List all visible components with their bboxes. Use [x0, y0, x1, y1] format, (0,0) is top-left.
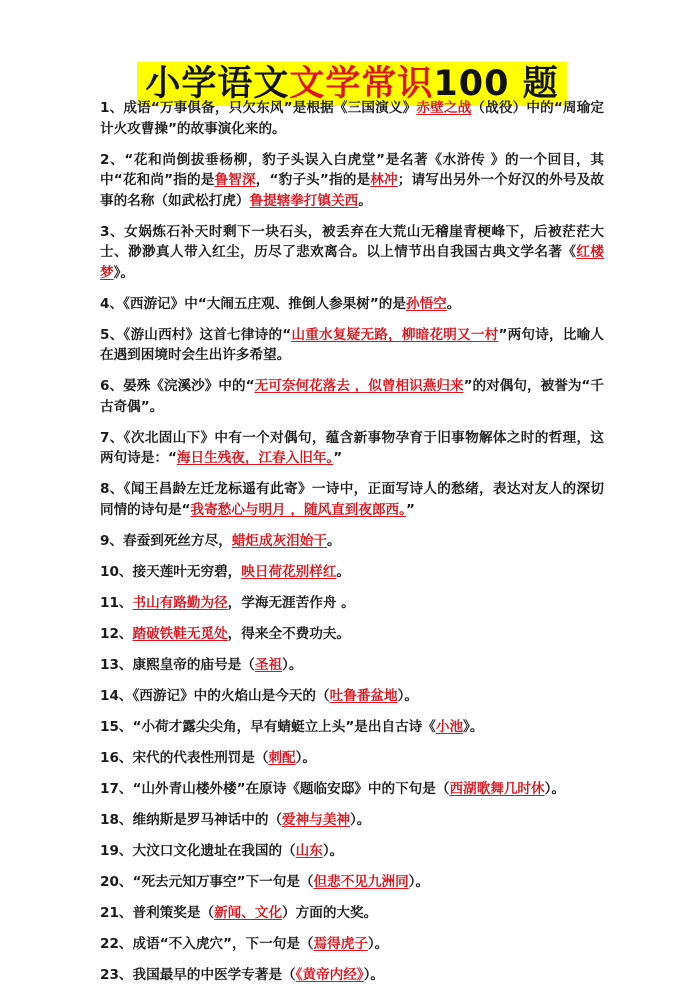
answer-text: 刺配: [268, 750, 295, 766]
question-item: [100, 593, 604, 614]
question-text: ）。: [364, 967, 384, 983]
question-text: ，学海无涯苦作舟 。: [228, 595, 355, 611]
question-item: [100, 655, 604, 676]
question-item: [100, 624, 604, 645]
question-text: 11、: [100, 595, 133, 611]
answer-text: 踏破铁鞋无觅处: [133, 626, 228, 642]
question-text: ）。: [398, 688, 418, 704]
question-item: [100, 841, 604, 862]
answer-text: 我寄愁心与明月 ，随风直到夜郎西。: [191, 502, 406, 518]
question-text: 》。: [463, 719, 483, 735]
question-list: [100, 98, 604, 985]
title-part-2: 文学常识: [289, 64, 433, 104]
question-text: ）。: [409, 874, 429, 890]
question-item: [100, 150, 604, 212]
question-text: 22、成语“不入虎穴”，下一句是（: [100, 936, 314, 952]
question-text: ；请写出另外一个好汉的外号及故事的名称（如武松打虎）: [100, 172, 604, 209]
question-text: 。: [336, 564, 350, 580]
answer-text: 爱神与美神: [282, 812, 350, 828]
question-text: 10、接天莲叶无穷碧，: [100, 564, 241, 580]
answer-text: 林冲: [370, 172, 398, 188]
answer-text: 孙悟空: [406, 296, 447, 312]
question-text: 》。: [114, 265, 134, 281]
title-part-1: 小学语文: [145, 64, 289, 104]
question-text: 14、《西游记》中的火焰山是今天的（: [100, 688, 330, 704]
question-text: ）。: [350, 812, 370, 828]
question-text: 20、“死去元知万事空”下一句是（: [100, 874, 314, 890]
question-text: ”: [333, 450, 342, 466]
answer-text: 《黄帝内经》: [296, 967, 364, 983]
title-bar: [100, 0, 604, 98]
answer-text: 西湖歌舞几时休: [449, 781, 544, 797]
question-text: 7、《次北固山下》中有一个对偶句，蕴含新事物孕育于旧事物解体之时的哲理，这两句诗是：“: [100, 430, 604, 467]
question-item: [100, 222, 604, 284]
question-text: 2、“花和尚倒拔垂杨柳，豹子头误入白虎堂”是名著《水浒传 》的一个回目，其中“花和尚”指的是: [100, 152, 604, 189]
question-item: [100, 903, 604, 924]
question-text: ）。: [282, 657, 302, 673]
question-text: ，得来全不费功夫。: [228, 626, 350, 642]
question-item: [100, 325, 604, 366]
question-text: 16、宋代的代表性刑罚是（: [100, 750, 268, 766]
answer-text: 蜡炬成灰泪始干: [232, 533, 327, 549]
question-text: 。: [358, 193, 372, 209]
question-text: 12、: [100, 626, 133, 642]
answer-text: 圣祖: [255, 657, 282, 673]
question-text: 9、春蚕到死丝方尽，: [100, 533, 232, 549]
answer-text: 山东: [296, 843, 323, 859]
question-text: 1、成语“万事俱备，只欠东风”是根据《三国演义》: [100, 100, 416, 116]
question-item: [100, 748, 604, 769]
answer-text: 新闻、文化: [214, 905, 282, 921]
answer-text: 但悲不见九洲同: [314, 874, 409, 890]
answer-text: 小池: [436, 719, 463, 735]
answer-text: 焉得虎子: [314, 936, 368, 952]
question-item: [100, 686, 604, 707]
answer-text: 红楼梦: [100, 244, 604, 281]
question-text: （战役）中的“周瑜定计火攻曹操”的故事演化来的。: [100, 100, 604, 137]
question-text: 。: [327, 533, 341, 549]
question-text: ）。: [368, 936, 388, 952]
answer-text: 鲁提辖拳打镇关西: [250, 193, 359, 209]
question-item: [100, 479, 604, 520]
question-item: [100, 872, 604, 893]
answer-text: 山重水复疑无路，柳暗花明又一村: [291, 327, 498, 343]
question-text: 8、《闻王昌龄左迁龙标遥有此寄》一诗中，正面写诗人的愁绪，表达对友人的深切同情的诗句是“: [100, 481, 604, 518]
question-text: 5、《游山西村》这首七律诗的“: [100, 327, 291, 343]
question-text: 21、普利策奖是（: [100, 905, 214, 921]
question-text: 。: [447, 296, 461, 312]
answer-text: 赤壁之战: [416, 100, 471, 116]
question-text: 4、《西游记》中“大闹五庄观、推倒人参果树”的是: [100, 296, 406, 312]
question-text: ）。: [323, 843, 343, 859]
question-text: 18、维纳斯是罗马神话中的（: [100, 812, 282, 828]
question-item: [100, 810, 604, 831]
question-text: ）。: [545, 781, 565, 797]
answer-text: 映日荷花别样红: [241, 564, 336, 580]
question-text: ）方面的大奖。: [282, 905, 377, 921]
question-text: ）。: [296, 750, 316, 766]
answer-text: 吐鲁番盆地: [330, 688, 398, 704]
question-text: ”两句诗，比喻人在遇到困境时会生出许多希望。: [100, 327, 604, 364]
question-text: 15、“小荷才露尖尖角，早有蜻蜓立上头”是出自古诗《: [100, 719, 436, 735]
question-text: 3、女娲炼石补天时剩下一块石头，被丢弃在大荒山无稽崖青梗峰下，后被茫茫大士、渺渺真人带入红尘，历尽了悲欢离合。以上情节出自我国古典文学名著《: [100, 224, 604, 261]
question-text: 23、我国最早的中医学专著是（: [100, 967, 296, 983]
title-part-3: 100 题: [433, 64, 558, 104]
answer-text: 鲁智深: [215, 172, 256, 188]
answer-text: 海日生残夜，江春入旧年。: [177, 450, 333, 466]
question-text: ”: [406, 502, 415, 518]
answer-text: 书山有路勤为径: [133, 595, 228, 611]
question-item: [100, 965, 604, 985]
question-item: [100, 934, 604, 955]
question-text: 13、康熙皇帝的庙号是（: [100, 657, 255, 673]
question-text: 6、晏殊《浣溪沙》中的“: [100, 378, 255, 394]
question-item: [100, 428, 604, 469]
question-item: [100, 562, 604, 583]
question-item: [100, 294, 604, 315]
question-item: [100, 717, 604, 738]
answer-text: 无可奈何花落去 ，似曾相识燕归来: [255, 378, 464, 394]
question-text: ，“豹子头”指的是: [256, 172, 371, 188]
question-item: [100, 531, 604, 552]
question-text: 17、“山外青山楼外楼”在原诗《题临安邸》中的下句是（: [100, 781, 449, 797]
question-item: [100, 98, 604, 139]
question-text: ”的对偶句，被誉为“千古奇偶”。: [100, 378, 604, 415]
question-item: [100, 376, 604, 417]
question-text: 19、大汶口文化遗址在我国的（: [100, 843, 296, 859]
question-item: [100, 779, 604, 800]
